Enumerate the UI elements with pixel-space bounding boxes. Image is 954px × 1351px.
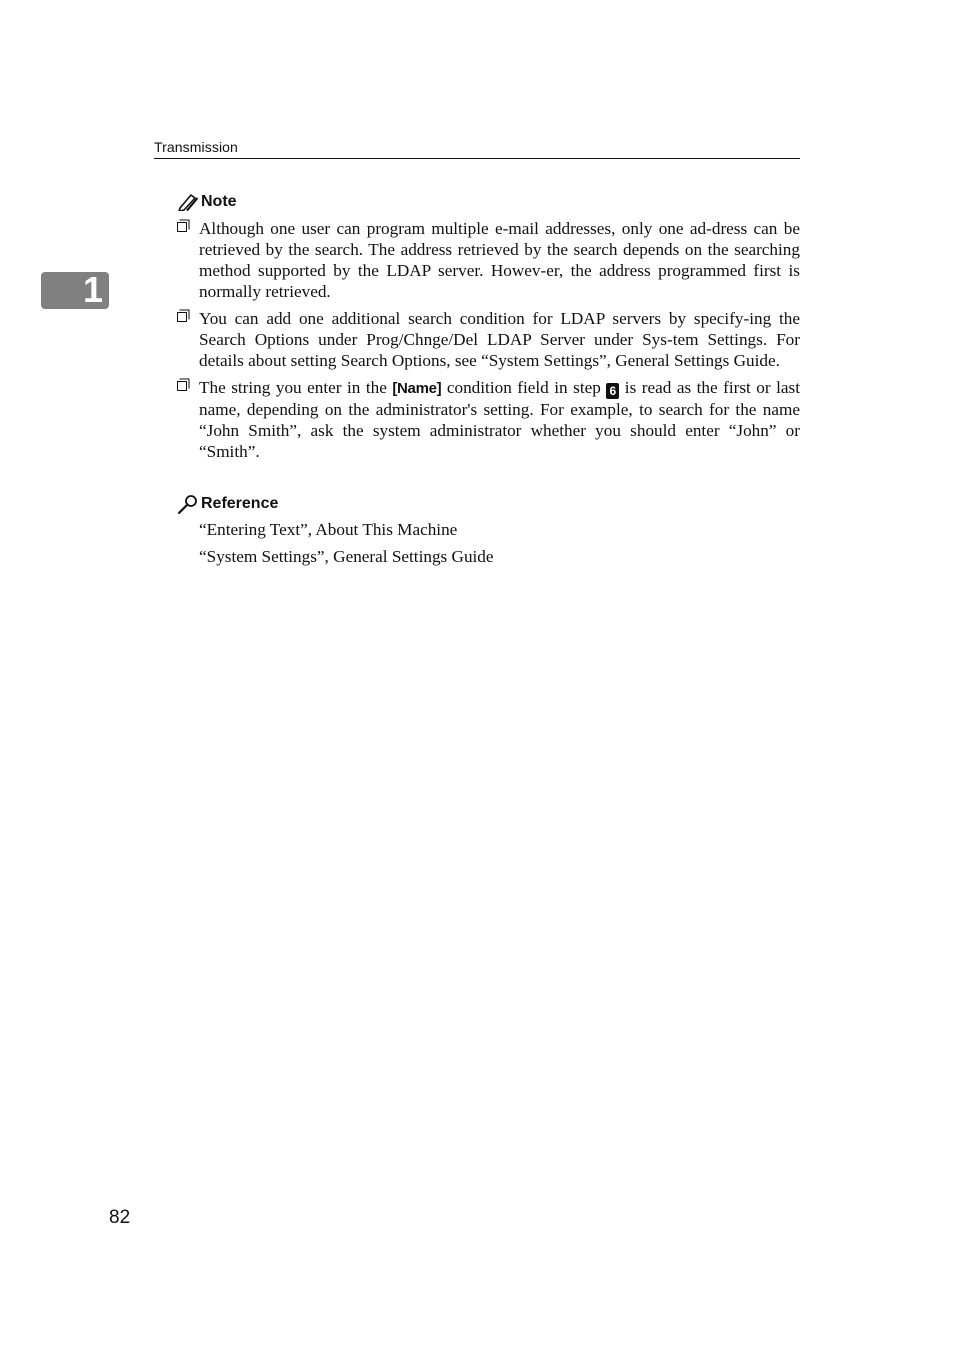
reference-list: [199, 519, 494, 573]
checkbox-bullet-icon: [177, 312, 187, 322]
reference-heading: [177, 494, 278, 514]
chapter-number: 1: [82, 269, 103, 310]
note-item: [177, 308, 800, 371]
chapter-tab: [41, 269, 109, 310]
reference-heading-label: Reference: [201, 495, 279, 512]
reference-item: “System Settings”, General Settings Guide: [199, 547, 494, 566]
checkbox-bullet-icon: [177, 381, 187, 391]
note-item-text: Although one user can program multiple e-mail addresses, only one ad-dress can be retrieved by the search. The address retrieved by the search depends on the searching method supported by the LDAP server. Howev-er, the address programmed first is normally retrieved.: [199, 219, 800, 301]
checkbox-bullet-icon: [177, 222, 187, 232]
note-item-text-before: The string you enter in the: [199, 378, 393, 397]
note-item: [177, 377, 800, 462]
pencil-icon: [177, 193, 199, 211]
note-item: [177, 218, 800, 302]
note-list: [177, 218, 800, 468]
page-number: 82: [109, 1207, 131, 1228]
note-item-text-after: is read as the first or last name, depending on the administrator's setting. For example, to search for the name “John Smith”, ask the system administrator whether you should enter “John” or “Smith”.: [199, 378, 800, 461]
step-number-badge: 6: [606, 383, 619, 399]
note-item-text-middle: condition field in step: [441, 378, 607, 397]
note-heading: [177, 193, 237, 211]
note-heading-label: Note: [201, 193, 237, 210]
header-rule: [154, 158, 800, 159]
reference-item: “Entering Text”, About This Machine: [199, 520, 458, 539]
name-key-label: [Name]: [392, 380, 442, 397]
running-header: Transmission: [154, 139, 238, 155]
note-item-text: You can add one additional search condition for LDAP servers by specify-ing the Search Options under Prog/Chnge/Del LDAP Server under Sys-tem Settings. For details about setting Search Options, see “System Settings”, General Settings Guide.: [199, 309, 800, 370]
magnifier-icon: [177, 494, 199, 514]
